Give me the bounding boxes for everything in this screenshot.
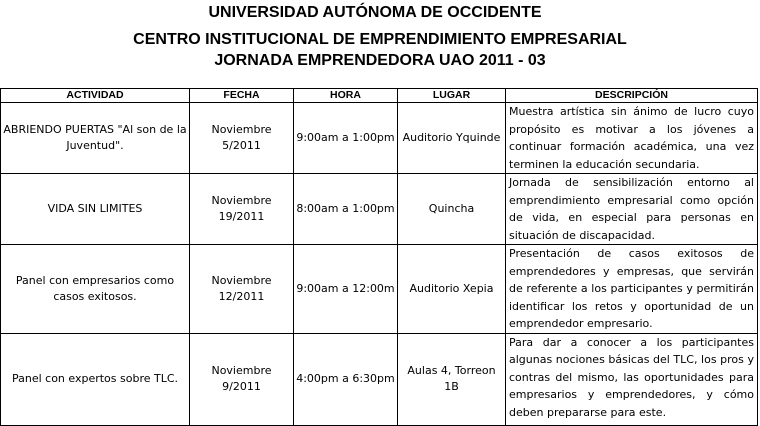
university-title: UNIVERSIDAD AUTÓNOMA DE OCCIDENTE [208, 4, 542, 21]
place-cell: Auditorio Yquinde [398, 103, 506, 174]
table-row [1, 174, 758, 245]
description-cell: Presentación de casos exitosos de emprendedores y empresas, que servirán de referente a los participantes y permitirán identificar los retos y oportunidad de un emprendedor empresario. [506, 245, 758, 334]
activity-cell: VIDA SIN LIMITES [1, 174, 190, 245]
description-cell: Muestra artística sin ánimo de lucro cuyo propósito es motivar a los jóvenes a continuar formación académica, una vez terminen la educación secundaria. [506, 103, 758, 174]
description-cell: Para dar a conocer a los participantes algunas nociones básicas del TLC, los pros y contras del mismo, las oportunidades para empresarios y emprendedores, y cómo deben prepararse para este. [506, 333, 758, 425]
place-cell: Auditorio Xepia [398, 245, 506, 334]
event-title: JORNADA EMPRENDEDORA UAO 2011 - 03 [214, 52, 546, 69]
column-header-actividad: ACTIVIDAD [1, 89, 190, 103]
column-header-hora: HORA [294, 89, 398, 103]
time-cell: 4:00pm a 6:30pm [294, 333, 398, 425]
center-title: CENTRO INSTITUCIONAL DE EMPRENDIMIENTO EMPRESARIAL [133, 31, 627, 48]
place-cell: Quincha [398, 174, 506, 245]
time-cell: 8:00am a 1:00pm [294, 174, 398, 245]
place-cell: Aulas 4, Torreon 1B [398, 333, 506, 425]
table-row [1, 333, 758, 425]
table-header-row [1, 89, 758, 103]
column-header-lugar: LUGAR [398, 89, 506, 103]
activity-cell: Panel con expertos sobre TLC. [1, 333, 190, 425]
table-row [1, 245, 758, 334]
time-cell: 9:00am a 12:00m [294, 245, 398, 334]
activity-cell: ABRIENDO PUERTAS "Al son de la Juventud". [1, 103, 190, 174]
date-cell: Noviembre 9/2011 [190, 333, 294, 425]
table-row [1, 103, 758, 174]
date-cell: Noviembre 5/2011 [190, 103, 294, 174]
time-cell: 9:00am a 1:00pm [294, 103, 398, 174]
column-header-fecha: FECHA [190, 89, 294, 103]
activity-cell: Panel con empresarios como casos exitosos. [1, 245, 190, 334]
activity-schedule-table [0, 88, 758, 426]
date-cell: Noviembre 12/2011 [190, 245, 294, 334]
column-header-descripcion: DESCRIPCIÓN [506, 89, 758, 103]
date-cell: Noviembre 19/2011 [190, 174, 294, 245]
description-cell: Jornada de sensibilización entorno al emprendimiento empresarial como opción de vida, en especial para personas en situación de discapacidad. [506, 174, 758, 245]
